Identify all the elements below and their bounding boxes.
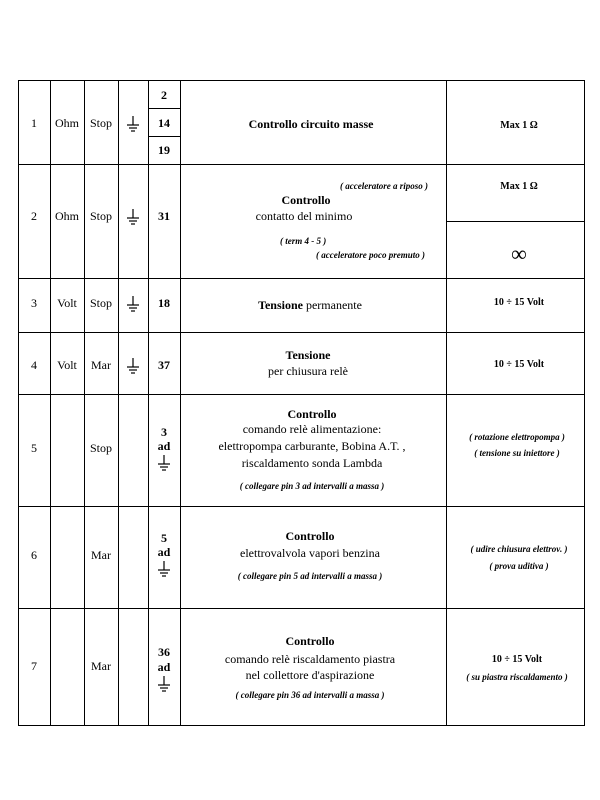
ignition-state: Mar (91, 358, 111, 372)
grid-line (84, 80, 85, 726)
pin-number: 18 (158, 296, 170, 310)
expected-value: 10 ÷ 15 Volt (493, 359, 545, 370)
expected-value-note: ( udire chiusura elettrov. ) (470, 544, 568, 554)
measure-unit: Volt (57, 358, 77, 372)
grid-line (18, 394, 585, 395)
ground-icon (126, 296, 140, 314)
row-number: 1 (31, 116, 37, 130)
grid-line (18, 506, 585, 507)
description-line: nel collettore d'aspirazione (245, 668, 375, 682)
procedure-note: ( collegare pin 5 ad intervalli a massa ) (237, 571, 383, 581)
grid-line (446, 80, 447, 726)
procedure-note: ( collegare pin 36 ad intervalli a massa ) (235, 690, 385, 700)
description-title: Controllo (285, 529, 335, 543)
ignition-state: Stop (89, 116, 113, 130)
description-text: per chiusura relè (268, 364, 348, 378)
description-line: comando relè riscaldamento piastra (224, 652, 396, 666)
grid-line (148, 136, 180, 137)
grid-line (148, 108, 180, 109)
ground-icon (157, 676, 171, 694)
ground-icon (157, 561, 171, 579)
description-text: contatto del minimo (255, 209, 353, 223)
measure-unit: Ohm (55, 209, 79, 223)
condition-note: ( acceleratore a riposo ) (340, 181, 428, 191)
expected-value-note: ( rotazione elettropompa ) (469, 432, 565, 442)
expected-value: 10 ÷ 15 Volt (491, 654, 543, 665)
grid-line (18, 80, 585, 81)
grid-line (148, 80, 149, 726)
description-line: comando relè alimentazione: (242, 422, 382, 436)
description-title: Controllo circuito masse (248, 117, 374, 131)
expected-value-note: ( su piastra riscaldamento ) (466, 672, 568, 682)
pin-number: 31 (158, 209, 170, 223)
pin-number: 37 (158, 358, 170, 372)
description (258, 298, 362, 312)
expected-value: Max 1 Ω (500, 181, 538, 192)
row-number: 5 (31, 441, 37, 455)
pin-ad-label: ad (157, 439, 171, 453)
grid-line (584, 80, 585, 726)
ignition-state: Stop (89, 209, 113, 223)
expected-value-note: ( prova uditiva ) (489, 561, 549, 571)
grid-line (18, 164, 585, 165)
grid-line (18, 608, 585, 609)
ignition-state: Stop (89, 441, 113, 455)
terminal-note: ( term 4 - 5 ) (280, 236, 327, 246)
pin-number: 2 (161, 88, 167, 102)
procedure-note: ( collegare pin 3 ad intervalli a massa ) (239, 481, 385, 491)
pin-number: 3 (161, 425, 167, 439)
row-number: 2 (31, 209, 37, 223)
row-number: 4 (31, 358, 37, 372)
grid-line (180, 80, 181, 726)
ground-icon (126, 116, 140, 134)
infinity-value: ∞ (511, 241, 527, 266)
measure-unit: Ohm (55, 116, 79, 130)
ground-icon (126, 358, 140, 376)
grid-line (18, 278, 585, 279)
description-bold: Tensione (258, 298, 303, 312)
ignition-state: Stop (89, 296, 113, 310)
pin-number: 5 (161, 531, 167, 545)
description-title: Tensione (285, 348, 331, 362)
measure-unit: Volt (57, 296, 77, 310)
pin-number: 19 (158, 143, 170, 157)
ground-icon (157, 455, 171, 473)
pin-ad-label: ad (157, 545, 171, 559)
description-title: Controllo (287, 407, 337, 421)
description-title: Controllo (285, 634, 335, 648)
row-number: 6 (31, 548, 37, 562)
grid-line (118, 80, 119, 726)
condition-note: ( acceleratore poco premuto ) (316, 250, 425, 260)
ignition-state: Mar (91, 548, 111, 562)
description-line: elettrovalvola vapori benzina (240, 546, 380, 560)
expected-value: Max 1 Ω (500, 120, 538, 131)
description-title: Controllo (281, 193, 331, 207)
ground-icon (126, 209, 140, 227)
grid-line (18, 332, 585, 333)
grid-line (446, 221, 585, 222)
pin-number: 36 (158, 645, 170, 659)
grid-line (50, 80, 51, 726)
expected-value: 10 ÷ 15 Volt (493, 297, 545, 308)
row-number: 7 (31, 659, 37, 673)
grid-line (18, 725, 585, 726)
description-line: riscaldamento sonda Lambda (241, 456, 383, 470)
description-line: elettropompa carburante, Bobina A.T. , (218, 439, 406, 453)
grid-line (18, 80, 19, 726)
description-rest: permanente (302, 298, 362, 312)
ignition-state: Mar (91, 659, 111, 673)
pin-ad-label: ad (157, 660, 171, 674)
expected-value-note: ( tensione su iniettore ) (474, 448, 560, 458)
pin-number: 14 (158, 116, 170, 130)
row-number: 3 (31, 296, 37, 310)
